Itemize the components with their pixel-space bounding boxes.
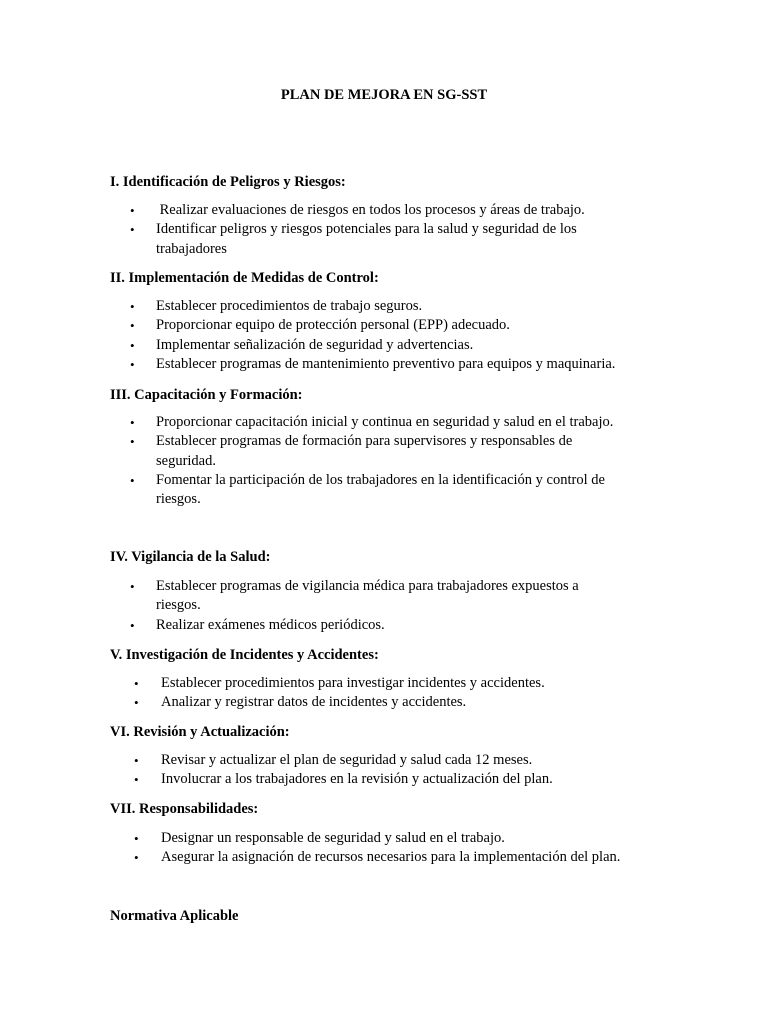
footer-heading: Normativa Aplicable	[110, 908, 239, 924]
list-item-text: Realizar exámenes médicos periódicos.	[156, 616, 385, 633]
section-list-1	[0, 201, 768, 259]
bullet-icon: •	[130, 222, 135, 238]
bullet-icon: •	[134, 695, 139, 711]
list-item-text: Realizar evaluaciones de riesgos en todos los procesos y áreas de trabajo.	[156, 202, 585, 218]
bullet-icon: •	[130, 299, 135, 314]
list-item-text: Asegurar la asignación de recursos necesarios para la implementación del plan.	[161, 849, 621, 866]
list-item	[0, 577, 768, 616]
section-heading-4: IV. Vigilancia de la Salud:	[110, 549, 271, 565]
list-item	[0, 848, 768, 867]
bullet-icon: •	[134, 772, 139, 788]
section-list-5	[0, 674, 768, 713]
section-heading-5: V. Investigación de Incidentes y Accidentes:	[110, 647, 379, 663]
list-item-text: Establecer programas de mantenimiento preventivo para equipos y maquinaria.	[156, 355, 616, 372]
section-list-3	[0, 413, 768, 509]
list-item	[0, 770, 768, 789]
list-item-text: Establecer programas de vigilancia médica para trabajadores expuestos a riesgos.	[156, 578, 579, 614]
bullet-icon: •	[130, 356, 135, 372]
list-item-text: Revisar y actualizar el plan de seguridad y salud cada 12 meses.	[161, 752, 533, 768]
list-item	[0, 674, 768, 693]
bullet-icon: •	[130, 472, 135, 488]
bullet-icon: •	[134, 850, 139, 866]
list-item	[0, 297, 768, 316]
section-list-6	[0, 751, 768, 790]
list-item-text: Analizar y registrar datos de incidentes y accidentes.	[161, 694, 467, 711]
list-item	[0, 355, 768, 374]
bullet-icon: •	[130, 617, 135, 633]
list-item-text: Proporcionar capacitación inicial y continua en seguridad y salud en el trabajo.	[156, 414, 614, 430]
list-item	[0, 432, 768, 471]
list-item-text: Involucrar a los trabajadores en la revisión y actualización del plan.	[161, 771, 553, 788]
list-item-text: Fomentar la participación de los trabajadores en la identificación y control de riesgos.	[156, 471, 605, 508]
section-heading-6: VI. Revisión y Actualización:	[110, 724, 290, 740]
bullet-icon: •	[130, 337, 135, 353]
list-item-text: Implementar señalización de seguridad y advertencias.	[156, 336, 474, 353]
list-item-text: Establecer procedimientos para investigar incidentes y accidentes.	[161, 675, 545, 691]
bullet-icon: •	[130, 318, 135, 334]
list-item	[0, 693, 768, 712]
bullet-icon: •	[134, 831, 139, 846]
page-title: PLAN DE MEJORA EN SG-SST	[280, 87, 488, 103]
list-item-text: Establecer programas de formación para supervisores y responsables de seguridad.	[156, 433, 573, 469]
bullet-icon: •	[130, 434, 135, 450]
bullet-icon: •	[134, 753, 139, 768]
bullet-icon: •	[130, 203, 135, 218]
section-list-2	[0, 297, 768, 374]
bullet-icon: •	[134, 676, 139, 691]
list-item-text: Proporcionar equipo de protección personal (EPP) adecuado.	[156, 317, 510, 334]
list-item-text: Identificar peligros y riesgos potenciales para la salud y seguridad de los trabajadores	[156, 221, 577, 257]
section-heading-2: II. Implementación de Medidas de Control:	[110, 270, 379, 286]
list-item	[0, 201, 768, 220]
list-item	[0, 413, 768, 432]
list-item	[0, 471, 768, 510]
bullet-icon: •	[130, 415, 135, 430]
section-heading-7: VII. Responsabilidades:	[110, 801, 259, 817]
list-item-text: Establecer procedimientos de trabajo seguros.	[156, 298, 423, 314]
bullet-icon: •	[130, 579, 135, 594]
list-item	[0, 336, 768, 355]
list-item	[0, 616, 768, 635]
list-item-text: Designar un responsable de seguridad y salud en el trabajo.	[161, 830, 505, 846]
section-list-7	[0, 829, 768, 868]
list-item	[0, 316, 768, 335]
section-heading-3: III. Capacitación y Formación:	[110, 387, 303, 403]
list-item	[0, 829, 768, 848]
section-heading-1: I. Identificación de Peligros y Riesgos:	[110, 174, 346, 190]
list-item	[0, 220, 768, 259]
section-list-4	[0, 577, 768, 635]
list-item	[0, 751, 768, 770]
